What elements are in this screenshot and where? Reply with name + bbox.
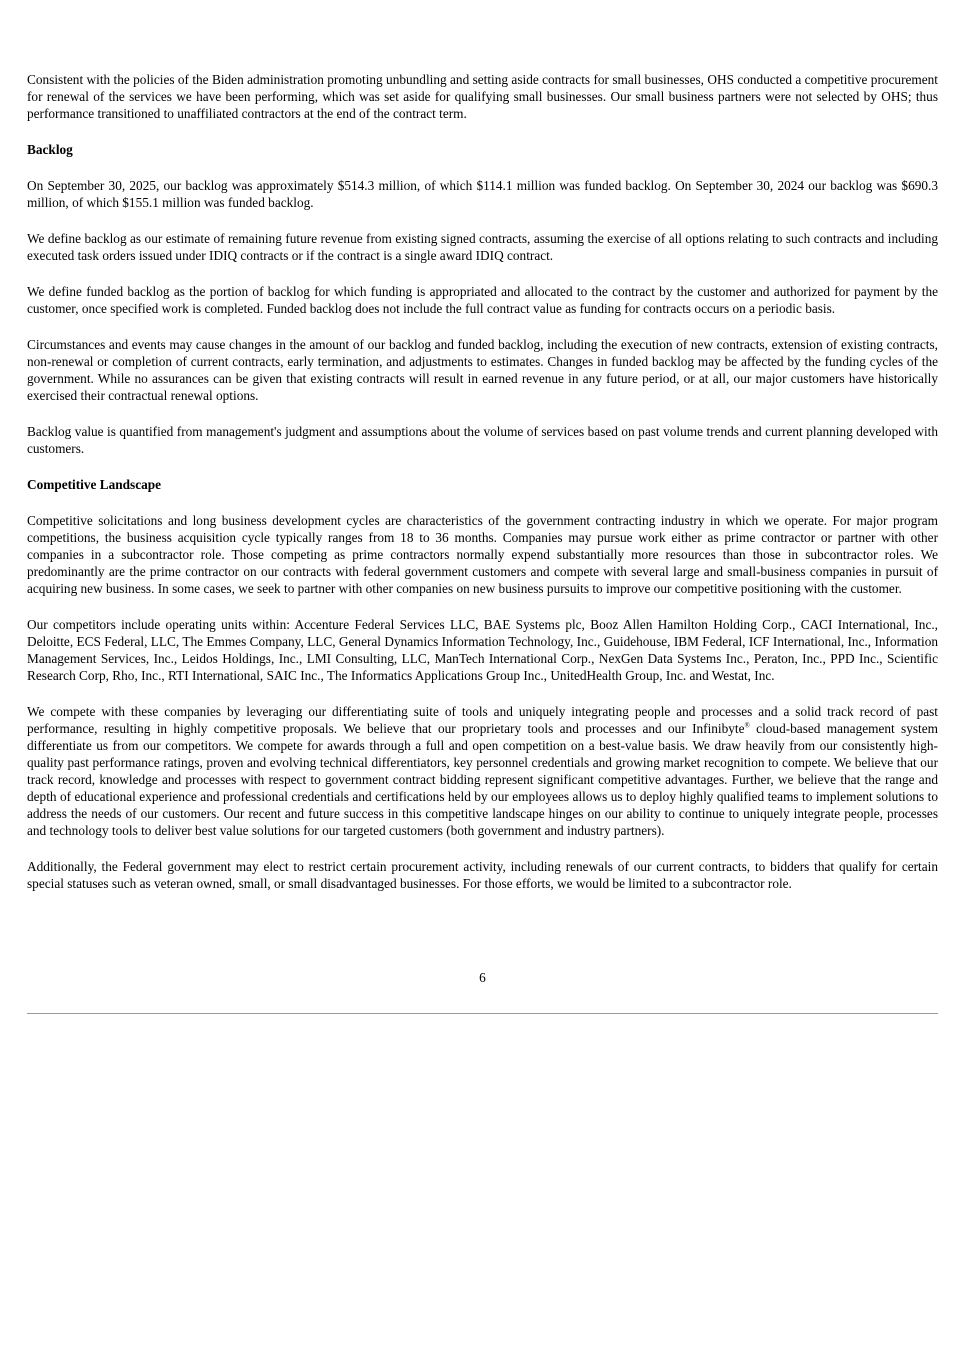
- backlog-paragraph-amounts: On September 30, 2025, our backlog was approximately $514.3 million, of which $114.1 million was funded backlog. On September 30, 2024 our backlog was $690.3 million, of which $155.1 million was funded backlog.: [27, 178, 938, 210]
- compete-strategy-paragraph: [27, 703, 938, 839]
- funded-backlog-paragraph: We define funded backlog as the portion of backlog for which funding is appropriated and allocated to the contract by the customer and authorized for payment by the customer, once specified work is completed. Funded backlog does not include the full contract value as funding for contracts occurs on a periodic basis.: [27, 284, 938, 316]
- document-body: [27, 71, 938, 911]
- backlog-value-paragraph: Backlog value is quantified from management's judgment and assumptions about the volume of services based on past volume trends and current planning developed with customers.: [27, 424, 938, 456]
- competitive-solicitations-paragraph: Competitive solicitations and long business development cycles are characteristics of the government contracting industry in which we operate. For major program competitions, the business acquisition cycle typically ranges from 18 to 36 months. Companies may pursue work either as prime contractor or partner with other companies in a subcontractor role. Those competing as prime contractors normally expend substantially more resources than those in subcontractor roles. We predominantly are the prime contractor on our contracts with federal government customers and compete with several large and small-business companies in pursuit of acquiring new business. In some cases, we seek to partner with other companies on new business pursuits to improve our competitive positioning with the customer.: [27, 513, 938, 596]
- page-divider: [27, 1013, 938, 1014]
- compete-strategy-text-start: We compete with these companies by leveraging our differentiating suite of tools and uniquely integrating people and processes and a solid track record of past performance, resulting in highly competitive proposals. We believe that our proprietary tools and processes and our Infinibyte: [27, 704, 938, 736]
- competitors-list-paragraph: Our competitors include operating units within: Accenture Federal Services LLC, BAE Systems plc, Booz Allen Hamilton Holding Corp., CACI International, Inc., Deloitte, ECS Federal, LLC, The Emmes Company, LLC, General Dynamics Information Technology, Inc., Guidehouse, IBM Federal, ICF International, Inc., Information Management Services, Inc., Leidos Holdings, Inc., LMI Consulting, LLC, ManTech International Corp., NexGen Data Systems Inc., Peraton, Inc., PPD Inc., Scientific Research Corp, Rho, Inc., RTI International, SAIC Inc., The Informatics Applications Group Inc., UnitedHealth Group, Inc. and Westat, Inc.: [27, 617, 938, 683]
- intro-paragraph: Consistent with the policies of the Biden administration promoting unbundling and setting aside contracts for small businesses, OHS conducted a competitive procurement for renewal of the services we have been performing, which was set aside for qualifying small businesses. Our small business partners were not selected by OHS; thus performance transitioned to unaffiliated contractors at the end of the contract term.: [27, 72, 938, 121]
- registered-mark: ®: [744, 721, 750, 730]
- backlog-heading: Backlog: [27, 142, 73, 157]
- page-number: 6: [479, 970, 486, 985]
- restricted-procurement-paragraph: Additionally, the Federal government may elect to restrict certain procurement activity, including renewals of our current contracts, to bidders that qualify for certain special statuses such as veteran owned, small, or small disadvantaged businesses. For those efforts, we would be limited to a subcontractor role.: [27, 859, 938, 891]
- compete-strategy-text-end: cloud-based management system differentiate us from our competitors. We compete for awards through a full and open competition on a best-value basis. We draw heavily from our consistently high-quality past performance ratings, proven and evolving technical differentiators, key personnel credentials and growing market recognition to compete. We believe that our track record, knowledge and processes with respect to government contract bidding represent significant competitive advantages. Further, we believe that the range and depth of educational experience and professional credentials and certifications held by our employees allows us to deploy highly qualified teams to implement solutions to address the needs of our customers. Our recent and future success in this competitive landscape hinges on our ability to continue to uniquely integrate people, processes and technology tools to deliver best value solutions for our targeted customers (both government and industry partners).: [27, 721, 938, 838]
- backlog-changes-paragraph: Circumstances and events may cause changes in the amount of our backlog and funded backlog, including the execution of new contracts, extension of existing contracts, non-renewal or completion of current contracts, early termination, and adjustments to estimates. Changes in funded backlog may be affected by the funding cycles of the government. While no assurances can be given that existing contracts will result in earned revenue in any future period, or at all, our major customers have historically exercised their contractual renewal options.: [27, 337, 938, 403]
- competitive-landscape-heading: Competitive Landscape: [27, 477, 162, 492]
- backlog-paragraph-definition: We define backlog as our estimate of remaining future revenue from existing signed contracts, assuming the exercise of all options relating to such contracts and including executed task orders issued under IDIQ contracts or if the contract is a single award IDIQ contract.: [27, 231, 938, 263]
